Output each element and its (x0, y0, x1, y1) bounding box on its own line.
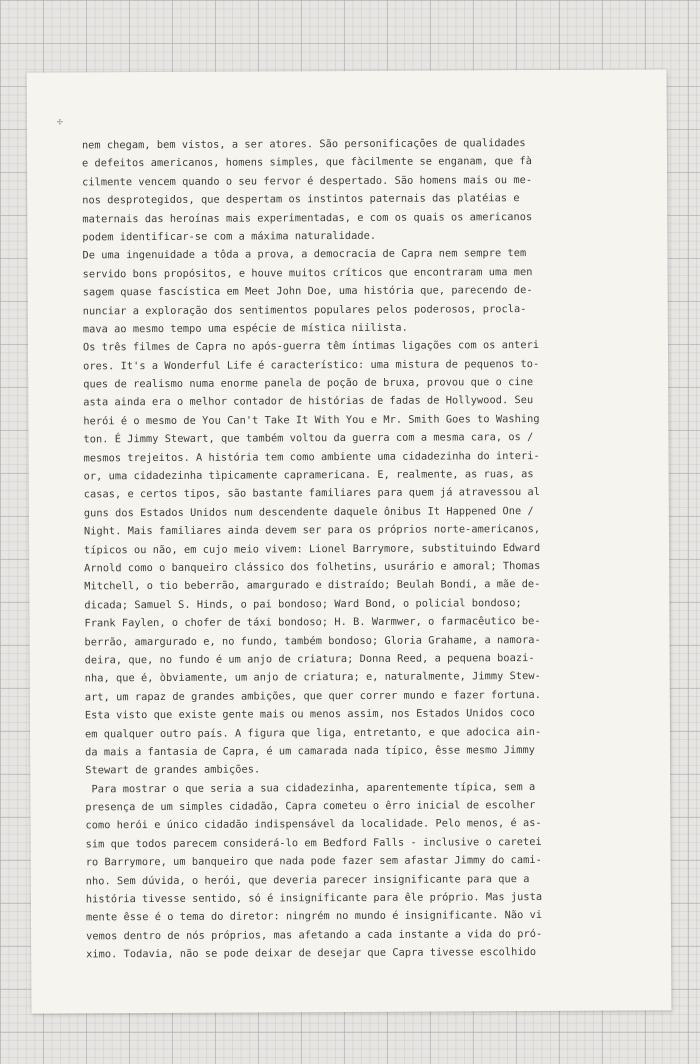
text-line: história tivesse sentido, só é insignificante para êle próprio. Mas justa (85, 891, 543, 906)
text-line: podem identificar-se com a máxima naturalidade. (82, 229, 377, 244)
text-line: mava ao mesmo tempo uma espécie de mística niilista. (82, 321, 408, 336)
text-line: Frank Faylen, o chofer de táxi bondoso; H. B. Warmwer, o farmacêutico be- (84, 615, 541, 630)
text-line: nunciar a exploração dos sentimentos populares pelos poderosos, procla- (82, 302, 527, 317)
text-line: mente êsse é o tema do diretor: ningrém no mundo é insignificante. Não vi (85, 909, 543, 924)
text-line: em qualquer outro país. A figura que liga, entretanto, e que adocica ain- (84, 725, 542, 740)
text-line: Para mostrar o que seria a sua cidadezinha, aparentemente típica, sem a (85, 780, 536, 796)
text-line: deira, que, no fundo é um anjo de criatura; Donna Reed, a pequena boazi- (84, 651, 535, 667)
text-line: art, um rapaz de grandes ambições, que quer correr mundo e fazer fortuna. (84, 688, 542, 704)
text-line: casas, e certos tipos, são bastante familiares para quem já atravessou al (83, 486, 540, 501)
text-line: Night. Mais familiares ainda devem ser para os próprios norte-americanos, (83, 523, 541, 538)
text-line: herói é o mesmo de You Can't Take It With You e Mr. Smith Goes to Washing (83, 412, 540, 428)
text-line: nem chegam, bem vistos, a ser atores. São personificações de qualidades (81, 137, 526, 152)
ink-mark: ✢ (56, 116, 63, 128)
text-line: ores. It's a Wonderful Life é característico: uma mistura de pequenos to- (83, 357, 540, 373)
text-line: ro Barrymore, um banqueiro que nada pode fazer sem afastar Jimmy do cami- (85, 854, 542, 869)
text-line: ton. É Jimmy Stewart, que também voltou da guerra com a mesma cara, os / (83, 431, 534, 446)
text-line: Esta visto que existe gente mais ou menos assim, nos Estados Unidos coco (84, 707, 535, 722)
typed-text-body (82, 133, 651, 964)
text-line: ximo. Todavia, não se pode deixar de desejar que Capra tivesse escolhido (86, 946, 537, 961)
text-line: como herói e único cidadão indispensável da localidade. Pelo menos, é as- (85, 817, 542, 832)
text-line: nos desprotegidos, que despertam os instintos paternais das platéias e (82, 192, 520, 207)
text-line: servido bons propósitos, e houve muitos críticos que encontraram uma men (82, 265, 533, 281)
text-line: Os três filmes de Capra no após-guerra têm íntimas ligações com os anteri (82, 339, 540, 354)
text-line: típicos ou não, em cujo meio vivem: Lionel Barrymore, substituindo Edward (84, 541, 541, 556)
text-line: or, uma cidadezinha tìpicamente capramericana. E, realmente, as ruas, as (83, 468, 534, 483)
text-line: Mitchell, o tio beberrão, amargurado e distraído; Beulah Bondi, a mãe de- (84, 578, 541, 593)
text-line: presença de um simples cidadão, Capra cometeu o êrro inicial de escolher (85, 799, 536, 814)
text-line: dicada; Samuel S. Hinds, o pai bondoso; Ward Bond, o policial bondoso; (84, 596, 522, 612)
text-line: berrão, amargurado e, no fundo, também bondoso; Gloria Grahame, a namora- (84, 633, 541, 648)
text-line: Stewart de grandes ambições. (85, 763, 261, 777)
text-line: nho. Sem dúvida, o herói, que deveria parecer insignificante para que a (85, 872, 530, 888)
text-line: e defeitos americanos, homens simples, que fàcilmente se enganam, que fà (81, 155, 532, 170)
text-line: sim que todos parecem considerá-lo em Bedford Falls - inclusive o caretei (85, 835, 542, 851)
typewritten-page (27, 69, 672, 1013)
text-line: nha, que é, òbviamente, um anjo de criatura; e, naturalmente, Jimmy Stew- (84, 670, 541, 685)
text-line: asta ainda era o melhor contador de histórias de fadas de Hollywood. Seu (83, 394, 534, 409)
text-line: De uma ingenuidade a tôda a prova, a democracia de Capra nem sempre tem (82, 247, 527, 262)
text-line: Arnold como o banqueiro clássico dos folhetins, usurário e amoral; Thomas (84, 559, 541, 575)
text-line: cilmente vencem quando o seu fervor é despertado. São homens mais ou me- (82, 173, 533, 189)
text-line: mesmos trejeitos. A história tem como ambiente uma cidadezinha do interi- (83, 449, 540, 465)
text-line: maternais das heroínas mais experimentadas, e com os quais os americanos (82, 210, 533, 225)
text-line: sagem quase fascística em Meet John Doe, uma história que, parecendo de- (82, 284, 533, 299)
text-line: da mais a fantasia de Capra, é um camarada nada típico, êsse mesmo Jimmy (85, 743, 536, 759)
text-line: vemos dentro de nós próprios, mas afetando a cada instante a vida do pró- (86, 927, 543, 943)
text-line: guns dos Estados Unidos num descendente daquele ônibus It Happened One / (83, 504, 534, 520)
text-line: ques de realismo numa enorme panela de poção de bruxa, provou que o cine (83, 376, 534, 391)
